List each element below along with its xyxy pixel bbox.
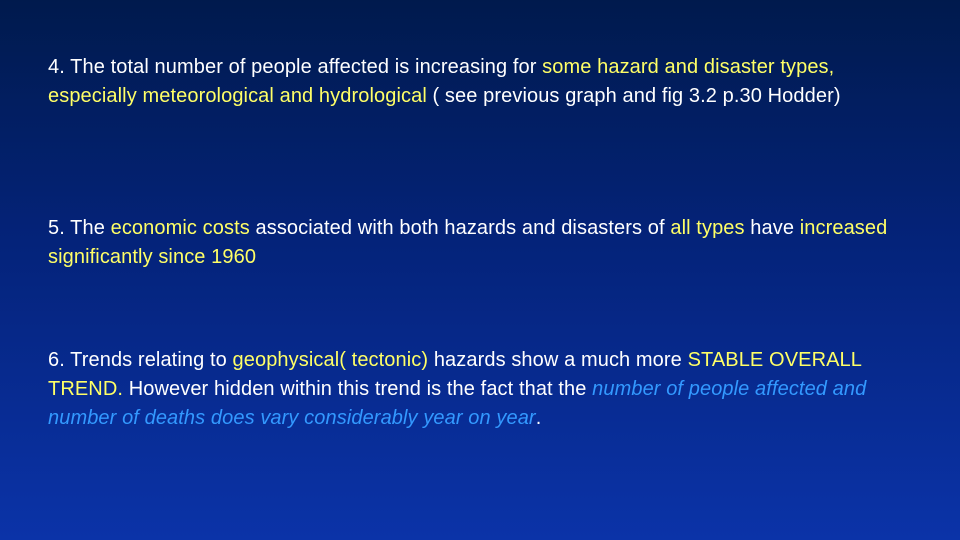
point-4-segment: 4. The total number of people affected is increasing for <box>48 56 543 78</box>
point-4-text <box>48 53 918 111</box>
point-6-emphasis: number of people affected and number of deaths does vary considerably year on year <box>48 378 867 429</box>
point-5-segment: 5. The <box>48 217 111 239</box>
point-4-highlight: some hazard and disaster types, especially meteorological and hydrological <box>48 56 835 107</box>
point-5-segment: have <box>744 217 800 239</box>
point-5-highlight: all types <box>670 217 745 239</box>
point-6-highlight: geophysical( tectonic) <box>232 349 429 371</box>
point-5-highlight: economic costs <box>110 217 250 239</box>
point-6-text <box>48 346 918 433</box>
point-6-highlight: STABLE OVERALL TREND. <box>48 349 862 400</box>
point-4-segment: ( see previous graph and fig 3.2 p.30 Hodder) <box>426 85 841 107</box>
point-6-segment: hazards show a much more <box>428 349 688 371</box>
point-5-highlight: increased significantly since 1960 <box>48 217 888 268</box>
point-5-text <box>48 214 918 272</box>
point-5-segment: associated with both hazards and disasters of <box>249 217 671 239</box>
point-6-segment: . <box>535 407 542 429</box>
point-6-segment: However hidden within this trend is the fact that the <box>123 378 593 400</box>
point-6-segment: 6. Trends relating to <box>48 349 233 371</box>
